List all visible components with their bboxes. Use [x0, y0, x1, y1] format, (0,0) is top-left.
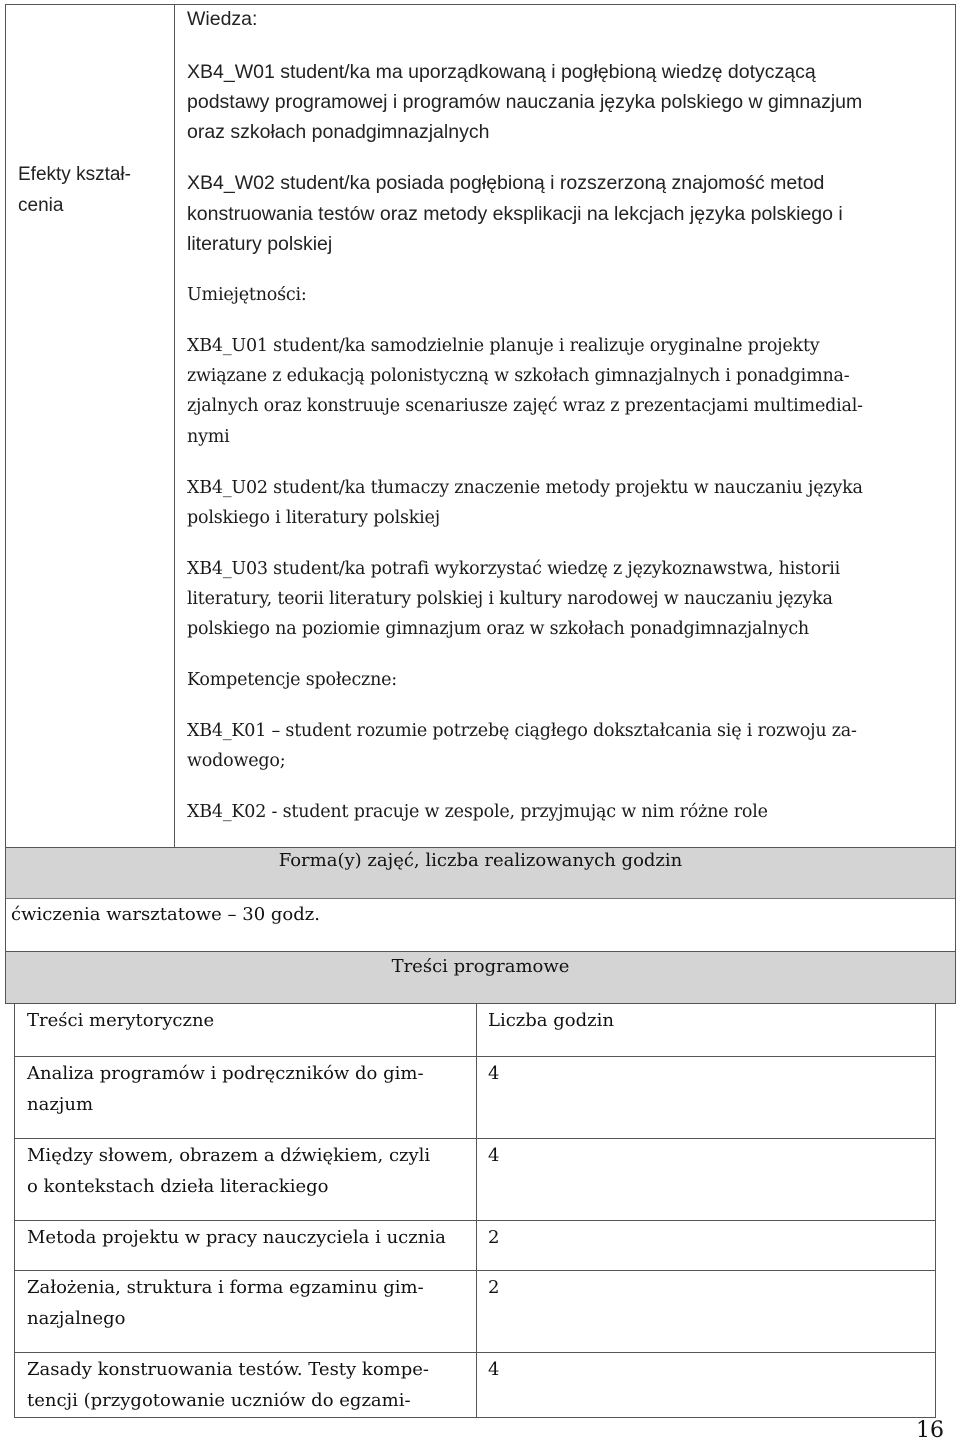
table-row — [15, 1057, 935, 1139]
column-header-topic: Treści merytoryczne — [27, 1010, 215, 1031]
hours-cell: 4 — [488, 1063, 500, 1084]
column-header-hours: Liczba godzin — [488, 1010, 614, 1031]
class-form-heading: Forma(y) zajęć, liczba realizowanych godzin — [278, 850, 683, 871]
table-row — [15, 1221, 935, 1271]
text-line: nymi — [187, 427, 230, 447]
text-line: oraz szkołach ponadgimnazjalnych — [187, 121, 490, 143]
text-line: literatury polskiej — [187, 233, 333, 255]
text-line: XB4_W01 student/ka ma uporządkowaną i pogłębioną wiedzę dotyczącą — [187, 61, 816, 83]
topic-cell — [27, 1222, 446, 1253]
topic-line: Analiza programów i podręczników do gim- — [27, 1063, 424, 1084]
column-divider — [476, 1057, 477, 1138]
column-divider — [476, 1221, 477, 1270]
text-line: zjalnych oraz konstruuje scenariusze zajęć wraz z prezentacjami multimedial- — [187, 396, 863, 416]
hours-cell: 4 — [488, 1359, 500, 1380]
kompetencje-heading: Kompetencje społeczne: — [187, 670, 397, 690]
text-line: XB4_W02 student/ka posiada pogłębioną i rozszerzoną znajomość metod — [187, 172, 825, 194]
text-line: XB4_U02 student/ka tłumaczy znaczenie metody projektu w nauczaniu języka — [187, 478, 863, 498]
text-line: wodowego; — [187, 751, 286, 771]
text-line: związane z edukacją polonistyczną w szkołach gimnazjalnych i ponadgimna- — [187, 366, 850, 386]
class-form-header — [6, 848, 955, 899]
text-line: XB4_K01 – student rozumie potrzebę ciągłego dokształcania się i rozwoju za- — [187, 721, 857, 741]
class-form-value: ćwiczenia warsztatowe – 30 godz. — [11, 904, 320, 925]
table-row — [15, 1353, 935, 1418]
label-line: Efekty kształ- — [18, 164, 131, 185]
column-divider — [476, 1271, 477, 1352]
topic-cell — [27, 1354, 429, 1416]
topic-line: Założenia, struktura i forma egzaminu gim- — [27, 1277, 424, 1298]
learning-outcomes-label — [18, 159, 168, 221]
text-line: XB4_K02 - student pracuje w zespole, przyjmując w nim różne role — [187, 802, 768, 822]
topic-cell — [27, 1272, 424, 1334]
text-line: literatury, teorii literatury polskiej i kultury narodowej w nauczaniu języka — [187, 589, 833, 609]
text-line: XB4_U03 student/ka potrafi wykorzystać wiedzę z językoznawstwa, historii — [187, 559, 841, 579]
umiejetnosci-heading: Umiejętności: — [187, 285, 307, 305]
program-content-table — [14, 1004, 936, 1418]
topic-line: tencji (przygotowanie uczniów do egzami- — [27, 1390, 411, 1411]
program-content-header — [5, 952, 956, 1004]
wiedza-heading: Wiedza: — [187, 8, 258, 30]
text-line: konstruowania testów oraz metody eksplikacji na lekcjach języka polskiego i — [187, 203, 843, 225]
topic-cell — [27, 1140, 430, 1202]
label-line: cenia — [18, 195, 64, 216]
topic-line: o kontekstach dzieła literackiego — [27, 1176, 329, 1197]
topic-cell — [27, 1058, 424, 1120]
learning-outcomes-table — [5, 4, 956, 848]
program-content-heading: Treści programowe — [391, 956, 570, 977]
column-divider — [476, 1139, 477, 1220]
text-line: polskiego na poziomie gimnazjum oraz w szkołach ponadgimnazjalnych — [187, 619, 810, 639]
text-line: podstawy programowej i programów nauczania języka polskiego w gimnazjum — [187, 91, 863, 113]
topic-line: nazjum — [27, 1094, 94, 1115]
topic-line: Zasady konstruowania testów. Testy kompe- — [27, 1359, 430, 1380]
learning-outcomes-label-cell — [6, 5, 175, 847]
class-form-section — [5, 848, 956, 952]
hours-cell: 4 — [488, 1145, 500, 1166]
topic-line: Metoda projektu w pracy nauczyciela i ucznia — [27, 1227, 446, 1248]
column-divider — [476, 1004, 477, 1056]
text-line: polskiego i literatury polskiej — [187, 508, 440, 528]
table-row — [15, 1271, 935, 1353]
table-header-row — [15, 1004, 935, 1057]
table-row — [15, 1139, 935, 1221]
text-line: XB4_U01 student/ka samodzielnie planuje i realizuje oryginalne projekty — [187, 336, 820, 356]
hours-cell: 2 — [488, 1277, 500, 1298]
topic-line: nazjalnego — [27, 1308, 126, 1329]
column-divider — [476, 1353, 477, 1418]
hours-cell: 2 — [488, 1227, 500, 1248]
page-number: 16 — [916, 1418, 944, 1443]
topic-line: Między słowem, obrazem a dźwiękiem, czyli — [27, 1145, 431, 1166]
